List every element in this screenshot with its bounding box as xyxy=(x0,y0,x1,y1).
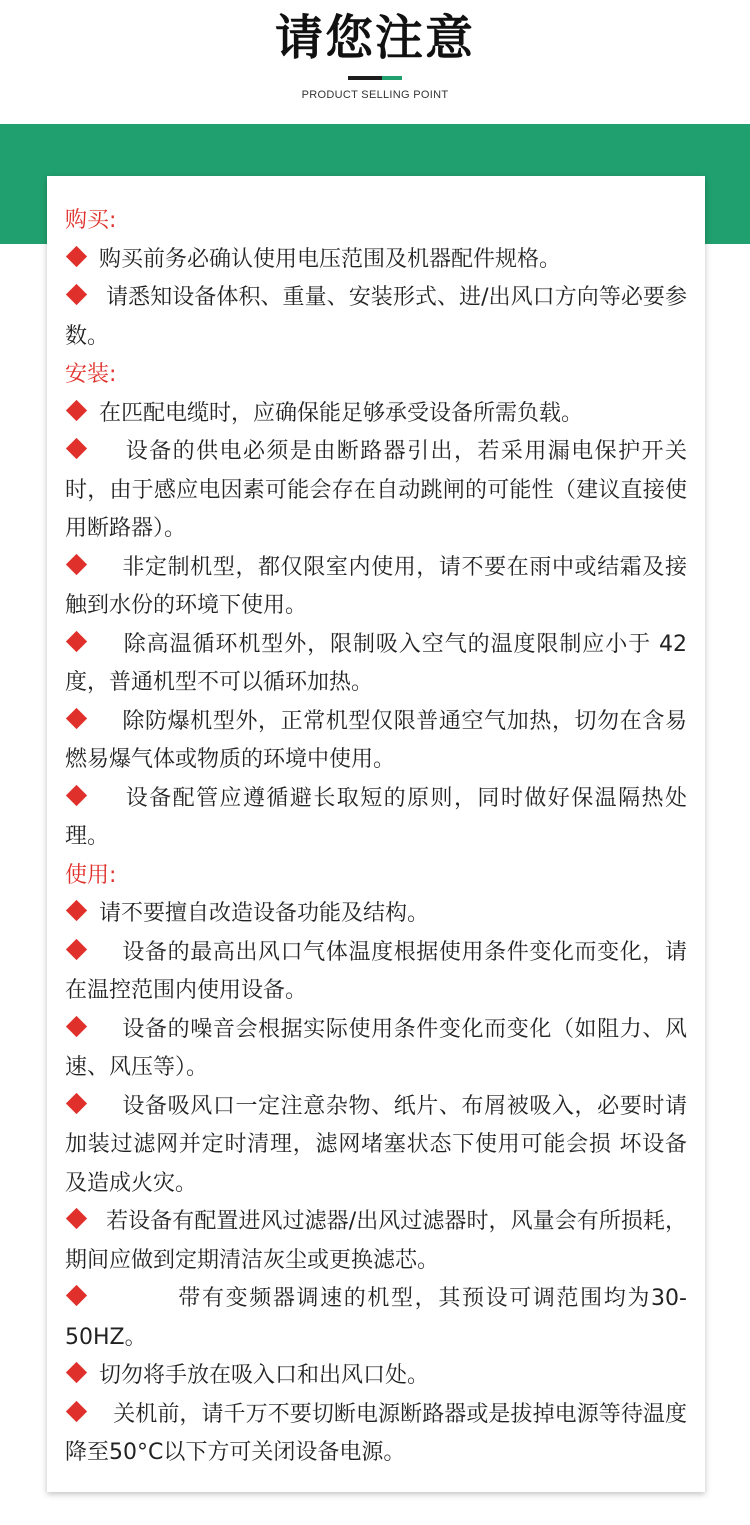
red-diamond-icon xyxy=(66,784,87,805)
red-diamond-icon xyxy=(66,707,87,728)
notice-item xyxy=(65,241,687,280)
notice-item-text: 购买前务必确认使用电压范围及机器配件规格。 xyxy=(92,246,561,272)
notice-item-text: 设备吸风口一定注意杂物、纸片、布屑被吸入，必要时请加装过滤网并定时清理，滤网堵塞状态下使用可能会损 坏设备及造成火灾。 xyxy=(65,1093,687,1196)
notice-item-text: 设备的最高出风口气体温度根据使用条件变化而变化，请在温控范围内使用设备。 xyxy=(65,939,687,1003)
section-heading: 安装: xyxy=(65,362,117,387)
title-underline xyxy=(348,76,402,80)
notice-item xyxy=(65,780,687,857)
red-diamond-icon xyxy=(66,399,87,420)
notice-item xyxy=(65,549,687,626)
notice-card xyxy=(47,176,705,1492)
section-heading: 使用: xyxy=(65,862,117,888)
notice-item-text: 除高温循环机型外，限制吸入空气的温度限制应小于 42 度，普通机型不可以循环加热。 xyxy=(65,631,694,695)
notice-item xyxy=(65,895,687,934)
red-diamond-icon xyxy=(66,1285,87,1306)
notice-list xyxy=(65,202,694,1473)
red-diamond-icon xyxy=(66,938,87,959)
notice-item-text: 在匹配电缆时，应确保能足够承受设备所需负载。 xyxy=(92,400,583,426)
notice-item xyxy=(65,395,687,434)
notice-item xyxy=(65,1396,687,1473)
underline-green-segment xyxy=(382,76,402,80)
red-diamond-icon xyxy=(66,245,87,266)
notice-item xyxy=(65,934,687,1011)
notice-item-text: 设备的供电必须是由断路器引出，若采用漏电保护开关时，由于感应电因素可能会存在自动跳闸的可能性（建议直接使用断路器）。 xyxy=(65,439,687,541)
red-diamond-icon xyxy=(66,630,87,651)
red-diamond-icon xyxy=(66,1400,87,1421)
red-diamond-icon xyxy=(66,284,87,305)
notice-item-text: 请不要擅自改造设备功能及结构。 xyxy=(92,901,429,926)
red-diamond-icon xyxy=(66,1015,87,1036)
notice-item xyxy=(65,1088,687,1204)
underline-dark-segment xyxy=(348,76,382,80)
red-diamond-icon xyxy=(66,900,87,921)
notice-item-text: 请悉知设备体积、重量、安装形式、进/出风口方向等必要参数。 xyxy=(65,285,687,349)
notice-item-text: 若设备有配置进风过滤器/出风过滤器时，风量会有所损耗，期间应做到定期清洁灰尘或更换滤芯。 xyxy=(65,1209,687,1273)
page-subtitle: PRODUCT SELLING POINT xyxy=(301,89,449,101)
notice-item-text: 除防爆机型外，正常机型仅限普通空气加热，切勿在含易燃易爆气体或物质的环境中使用。 xyxy=(65,708,687,772)
red-diamond-icon xyxy=(66,1208,87,1229)
red-diamond-icon xyxy=(66,1092,87,1113)
header xyxy=(0,0,750,124)
red-diamond-icon xyxy=(66,438,87,459)
section-heading: 购买: xyxy=(65,208,117,233)
notice-item xyxy=(65,433,687,549)
notice-item-text: 设备配管应遵循避长取短的原则，同时做好保温隔热处理。 xyxy=(65,785,687,849)
notice-item xyxy=(65,279,687,356)
red-diamond-icon xyxy=(66,553,87,574)
page-title: 请您注意 xyxy=(274,10,475,66)
notice-item xyxy=(65,1357,687,1396)
notice-item xyxy=(65,703,687,780)
notice-item-text: 非定制机型，都仅限室内使用，请不要在雨中或结霜及接触到水份的环境下使用。 xyxy=(65,554,687,618)
notice-item-text: 切勿将手放在吸入口和出风口处。 xyxy=(92,1363,429,1388)
notice-item xyxy=(65,626,694,703)
notice-item-text: 带有变频器调速的机型，其预设可调范围均为30-50HZ。 xyxy=(65,1286,687,1350)
notice-item xyxy=(65,1011,687,1088)
notice-item-text: 关机前，请千万不要切断电源断路器或是拔掉电源等待温度降至50°C以下方可关闭设备电源。 xyxy=(65,1401,687,1465)
notice-item-text: 设备的噪音会根据实际使用条件变化而变化（如阻力、风速、风压等）。 xyxy=(65,1016,687,1080)
notice-item xyxy=(65,1280,687,1357)
notice-item xyxy=(65,1203,687,1280)
red-diamond-icon xyxy=(66,1362,87,1383)
